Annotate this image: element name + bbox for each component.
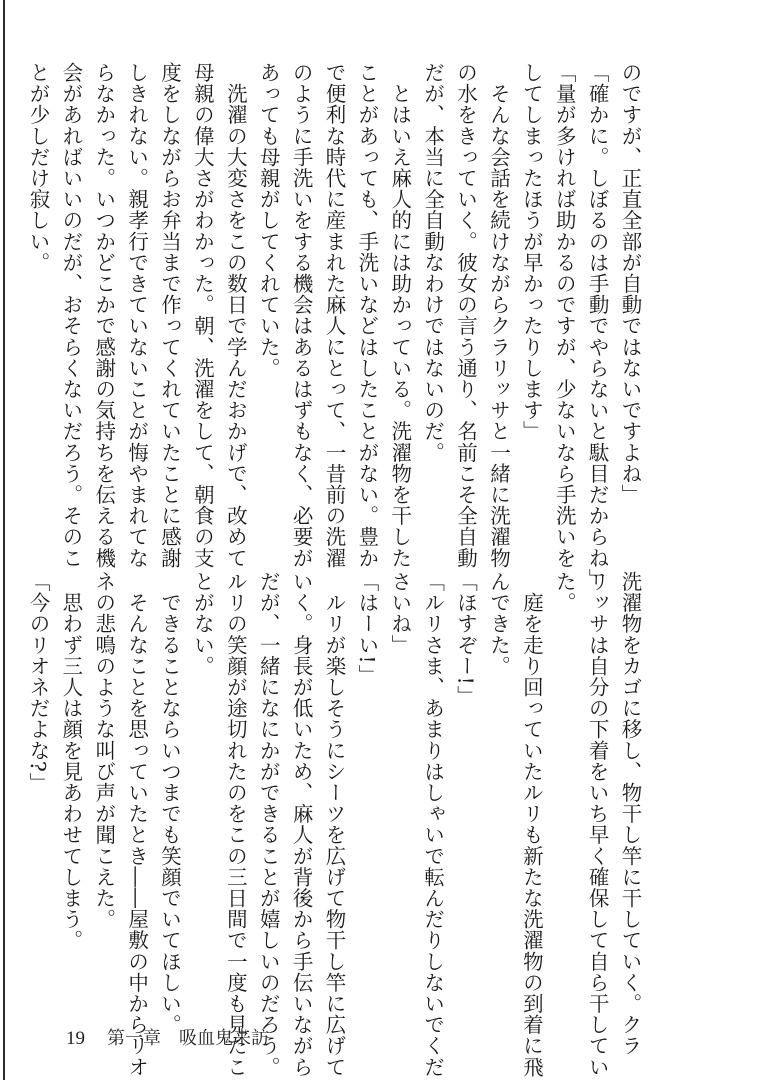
upper-text-line: のように手洗いをする機会はあるはずもなく、必要が [289, 62, 314, 569]
upper-text-line: 「確かに。しぼるのは手動でやらないと駄目だからね」 [585, 62, 610, 590]
lower-text-line: いく。身長が低いため、麻人が背後から手伝いながら [289, 571, 314, 1078]
upper-text-line: 会があればいいのだが、おそらくないだろう。そのこ [58, 62, 83, 569]
upper-text-line: で便利な時代に産まれた麻人にとって、一昔前の洗濯 [321, 62, 346, 569]
upper-text-line: しきれない。親孝行できていないことが悔やまれてな [124, 62, 149, 569]
lower-text-line: できることならいつまでも笑顔でいてほしい。 [157, 571, 182, 1036]
lower-text-line: 「ルリさま、あまりはしゃいで転んだりしないでくだ [420, 571, 445, 1078]
upper-text-line: 度をしながらお弁当まで作ってくれていたことに感謝 [157, 62, 182, 569]
lower-text-line: 「ほすぞー!」 [453, 571, 478, 707]
upper-text-line: 母親の偉大さがわかった。朝、洗濯をして、朝食の支 [190, 62, 215, 569]
lower-text-line: ネの悲鳴のような叫び声が聞こえた。 [91, 571, 116, 930]
upper-text-line: 「量が多ければ助かるのですが、少ないなら手洗いを [552, 62, 577, 569]
upper-text-line: そんな会話を続けながらクラリッサと一緒に洗濯物 [486, 62, 511, 569]
upper-text-line: の水をきっていく。彼女の言う通り、名前こそ全自動 [453, 62, 478, 569]
lower-text-line: 思わず三人は顔を見あわせてしまう。 [58, 571, 83, 951]
chapter-title: 第一章 吸血鬼来訪 [107, 1028, 269, 1048]
lower-text-line: さいね」 [387, 571, 412, 656]
page-number: 19 [66, 1028, 85, 1049]
upper-text-line: だが、本当に全自動なわけではないのだ。 [420, 62, 445, 463]
upper-text-line: 洗濯の大変さをこの数日で学んだおかげで、改めて [223, 62, 248, 569]
lower-text-line: リッサは自分の下着をいち早く確保して自ら干してい [585, 571, 610, 1078]
text-block-upper [25, 62, 642, 590]
page-footer [66, 1024, 269, 1050]
upper-text-line: らなかった。いつかどこかで感謝の気持ちを伝える機 [91, 62, 116, 569]
upper-text-line: のですが、正直全部が自動ではないですよね」 [618, 62, 642, 506]
lower-text-line: ルリが楽しそうにシーツを広げて物干し竿に広げて [321, 571, 346, 1078]
text-block-lower [25, 571, 642, 1077]
lower-text-line: そんなことを思っていたとき――屋敷の中からリオ [124, 571, 149, 1078]
upper-text-line: ことがあっても、手洗いなどはしたことがない。豊か [354, 62, 379, 569]
lower-text-line: た。 [552, 571, 577, 614]
upper-text-line: とが少しだけ寂しい。 [25, 62, 50, 273]
lower-text-line: 庭を走り回っていたルリも新たな洗濯物の到着に飛 [519, 571, 544, 1078]
upper-text-line: してしまったほうが早かったりします」 [519, 62, 544, 442]
upper-text-line: とはいえ麻人的には助かっている。洗濯物を干した [387, 62, 412, 569]
lower-text-line: ルリの笑顔が途切れたのをこの三日間で一度も見たこ [223, 571, 248, 1078]
lower-text-line: 「はーい!」 [354, 571, 379, 686]
lower-text-line: 洗濯物をカゴに移し、物干し竿に干していく。クラ [618, 571, 642, 1057]
lower-text-line: 「今のリオネだよな?」 [25, 571, 50, 794]
page-edge-rule [3, 0, 5, 1080]
upper-text-line: あっても母親がしてくれていた。 [256, 62, 281, 379]
lower-text-line: んできた。 [486, 571, 511, 677]
lower-text-line: だが、一緒になにかができることが嬉しいのだろう。 [256, 571, 281, 1078]
lower-text-line: とがない。 [190, 571, 215, 677]
